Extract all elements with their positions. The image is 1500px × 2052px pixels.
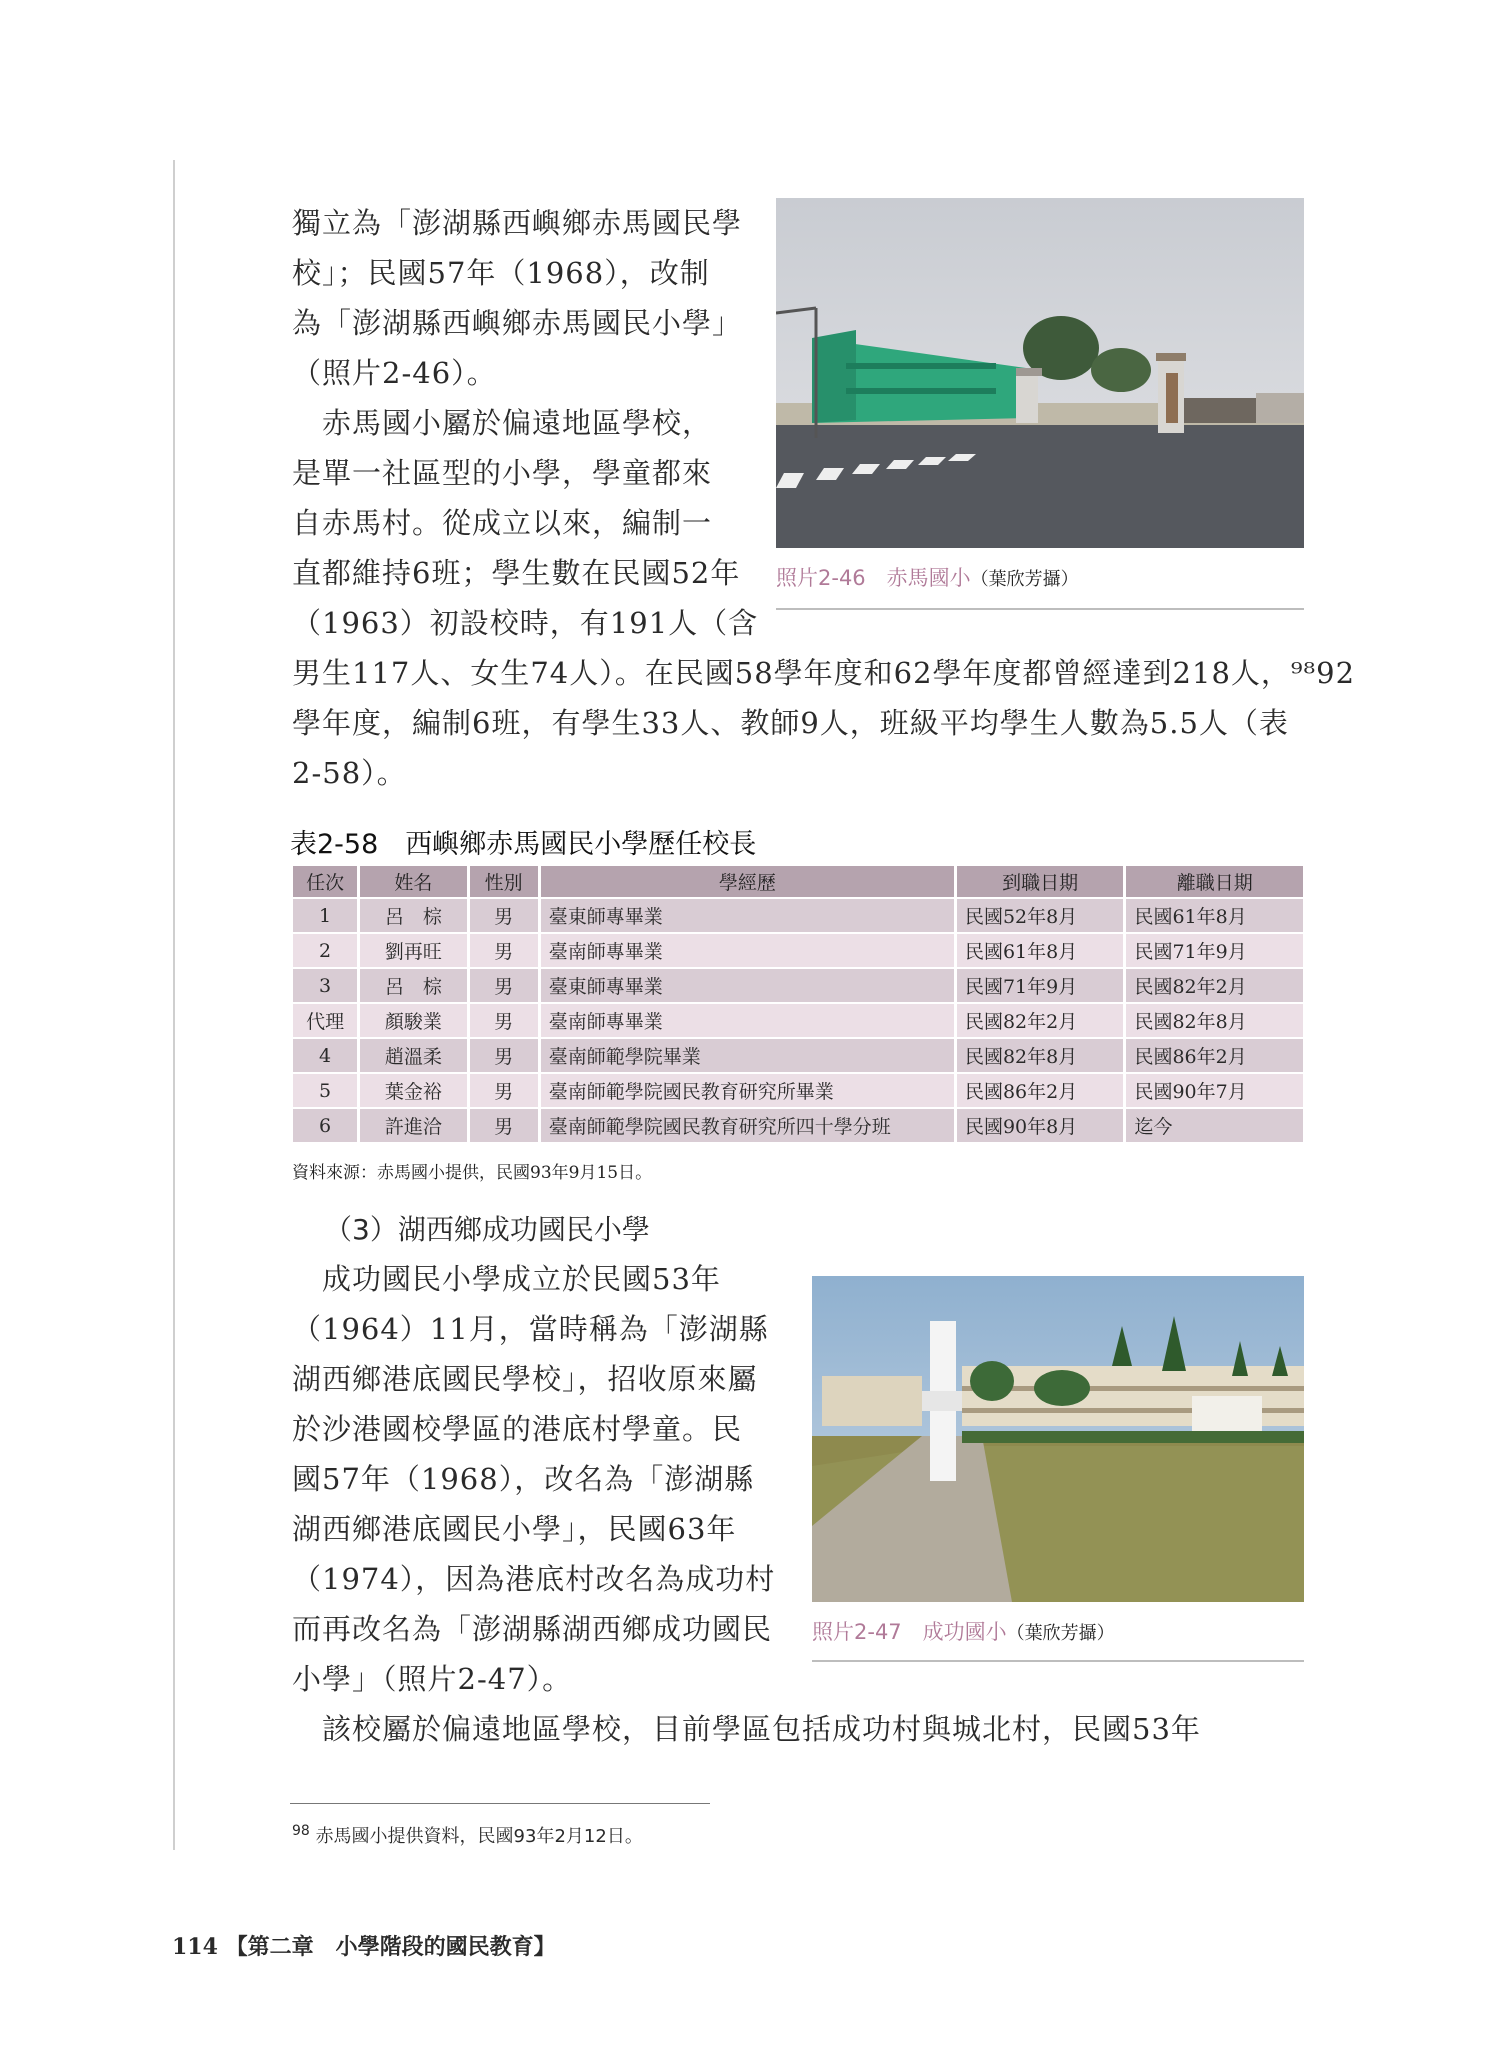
text-line: 而再改名為「澎湖縣湖西鄉成功國民	[292, 1612, 773, 1646]
table-cell: 臺南師範學院國民教育研究所四十學分班	[541, 1109, 954, 1142]
caption-credit: （葉欣芳攝）	[970, 569, 1079, 590]
text-line: 成功國民小學成立於民國53年	[292, 1262, 721, 1296]
table-row	[293, 1004, 1303, 1037]
table-cell: 顏駿業	[360, 1004, 466, 1037]
table-cell: 民國52年8月	[957, 899, 1124, 932]
table-cell: 呂 棕	[360, 899, 466, 932]
table-cell: 葉金裕	[360, 1074, 466, 1107]
margin-rule	[173, 160, 175, 1850]
table-cell: 民國82年2月	[1126, 969, 1303, 1002]
footnote-rule	[290, 1803, 710, 1804]
table-cell: 民國82年2月	[957, 1004, 1124, 1037]
text-line: 湖西鄉港底國民學校」，招收原來屬	[292, 1362, 758, 1396]
table-cell: 許進洽	[360, 1109, 466, 1142]
table-cell: 男	[470, 1109, 538, 1142]
text-line: 湖西鄉港底國民小學」，民國63年	[292, 1512, 737, 1546]
table-cell: 男	[470, 1004, 538, 1037]
table-cell: 男	[470, 934, 538, 967]
table-cell: 民國90年7月	[1126, 1074, 1303, 1107]
photo-caption-2-46	[776, 562, 1079, 592]
table-cell: 男	[470, 1074, 538, 1107]
page-footer: 114 【第二章 小學階段的國民教育】	[172, 1934, 556, 1960]
table-cell: 臺南師範學院畢業	[541, 1039, 954, 1072]
header-cell: 學經歷	[541, 866, 954, 897]
table-cell: 男	[470, 969, 538, 1002]
header-cell: 離職日期	[1126, 866, 1303, 897]
table-cell: 臺南師範學院國民教育研究所畢業	[541, 1074, 954, 1107]
table-cell: 民國86年2月	[1126, 1039, 1303, 1072]
text-line: 獨立為「澎湖縣西嶼鄉赤馬國民學	[292, 206, 743, 240]
table-cell: 民國61年8月	[1126, 899, 1303, 932]
table-cell: 呂 棕	[360, 969, 466, 1002]
table-cell: 民國61年8月	[957, 934, 1124, 967]
caption-rule	[812, 1660, 1304, 1662]
footnote	[292, 1822, 643, 1848]
table-source-note: 資料來源：赤馬國小提供，民國93年9月15日。	[292, 1163, 653, 1183]
header-cell: 性別	[470, 866, 538, 897]
text-line: 小學」（照片2-47）。	[292, 1662, 573, 1696]
table-cell: 臺東師專畢業	[541, 899, 954, 932]
table-cell: 民國71年9月	[957, 969, 1124, 1002]
chima-school-photo	[776, 198, 1304, 548]
text-line: （1974），因為港底村改名為成功村	[292, 1562, 776, 1596]
footnote-text: 赤馬國小提供資料，民國93年2月12日。	[315, 1826, 643, 1847]
table-row	[293, 899, 1303, 932]
text-line: 赤馬國小屬於偏遠地區學校，	[292, 406, 713, 440]
table-cell: 民國90年8月	[957, 1109, 1124, 1142]
text-line: 是單一社區型的小學，學童都來	[292, 456, 713, 490]
photo-caption-2-47	[812, 1616, 1115, 1646]
intro-paragraph	[292, 198, 742, 398]
text-line: 男生117人、女生74人）。在民國58學年度和62學年度都曾經達到218人，⁹⁸92	[292, 656, 1356, 690]
text-line: （1963）初設校時，有191人（含	[292, 606, 759, 640]
chenggong-school-photo	[812, 1276, 1304, 1602]
table-cell: 2	[293, 934, 357, 967]
header-cell: 到職日期	[957, 866, 1124, 897]
table-cell: 代理	[293, 1004, 357, 1037]
table-cell: 男	[470, 899, 538, 932]
table-cell: 民國71年9月	[1126, 934, 1303, 967]
table-cell: 男	[470, 1039, 538, 1072]
principals-table	[290, 864, 1306, 1144]
text-line: 為「澎湖縣西嶼鄉赤馬國民小學」	[292, 306, 743, 340]
table-cell: 1	[293, 899, 357, 932]
table-row	[293, 934, 1303, 967]
section-heading: （3）湖西鄉成功國民小學	[324, 1213, 650, 1246]
table-cell: 劉再旺	[360, 934, 466, 967]
header-cell: 姓名	[360, 866, 466, 897]
table-cell: 臺南師專畢業	[541, 1004, 954, 1037]
table-row	[293, 1109, 1303, 1142]
table-row	[293, 1074, 1303, 1107]
caption-label: 照片2-46 赤馬國小	[776, 566, 971, 590]
text-line: 直都維持6班；學生數在民國52年	[292, 556, 741, 590]
table-cell: 迄今	[1126, 1109, 1303, 1142]
caption-credit: （葉欣芳攝）	[1006, 1623, 1115, 1644]
table-row	[293, 1039, 1303, 1072]
footnote-mark: 98	[292, 1823, 310, 1839]
text-line: 該校屬於偏遠地區學校，目前學區包括成功村與城北村，民國53年	[292, 1712, 1201, 1746]
table-cell: 民國86年2月	[957, 1074, 1124, 1107]
text-line: 國57年（1968），改名為「澎湖縣	[292, 1462, 755, 1496]
table-cell: 民國82年8月	[957, 1039, 1124, 1072]
table-cell: 6	[293, 1109, 357, 1142]
table-row	[293, 969, 1303, 1002]
table-cell: 臺東師專畢業	[541, 969, 954, 1002]
table-cell: 臺南師專畢業	[541, 934, 954, 967]
text-line: 校」；民國57年（1968），改制	[292, 256, 710, 290]
text-line: 2-58）。	[292, 756, 407, 790]
caption-rule	[776, 608, 1304, 610]
text-line: 學年度，編制6班，有學生33人、教師9人，班級平均學生人數為5.5人（表	[292, 706, 1289, 740]
table-title: 表2-58 西嶼鄉赤馬國民小學歷任校長	[290, 829, 757, 860]
table-cell: 5	[293, 1074, 357, 1107]
header-cell: 任次	[293, 866, 357, 897]
text-line: （1964）11月，當時稱為「澎湖縣	[292, 1312, 769, 1346]
text-line: （照片2-46）。	[292, 356, 497, 390]
table-cell: 民國82年8月	[1126, 1004, 1303, 1037]
caption-label: 照片2-47 成功國小	[812, 1620, 1007, 1644]
table-cell: 3	[293, 969, 357, 1002]
table-cell: 4	[293, 1039, 357, 1072]
table-cell: 趙溫柔	[360, 1039, 466, 1072]
text-line: 於沙港國校學區的港底村學童。民	[292, 1412, 743, 1446]
table-header-row	[293, 866, 1303, 897]
text-line: 自赤馬村。從成立以來，編制一	[292, 506, 713, 540]
